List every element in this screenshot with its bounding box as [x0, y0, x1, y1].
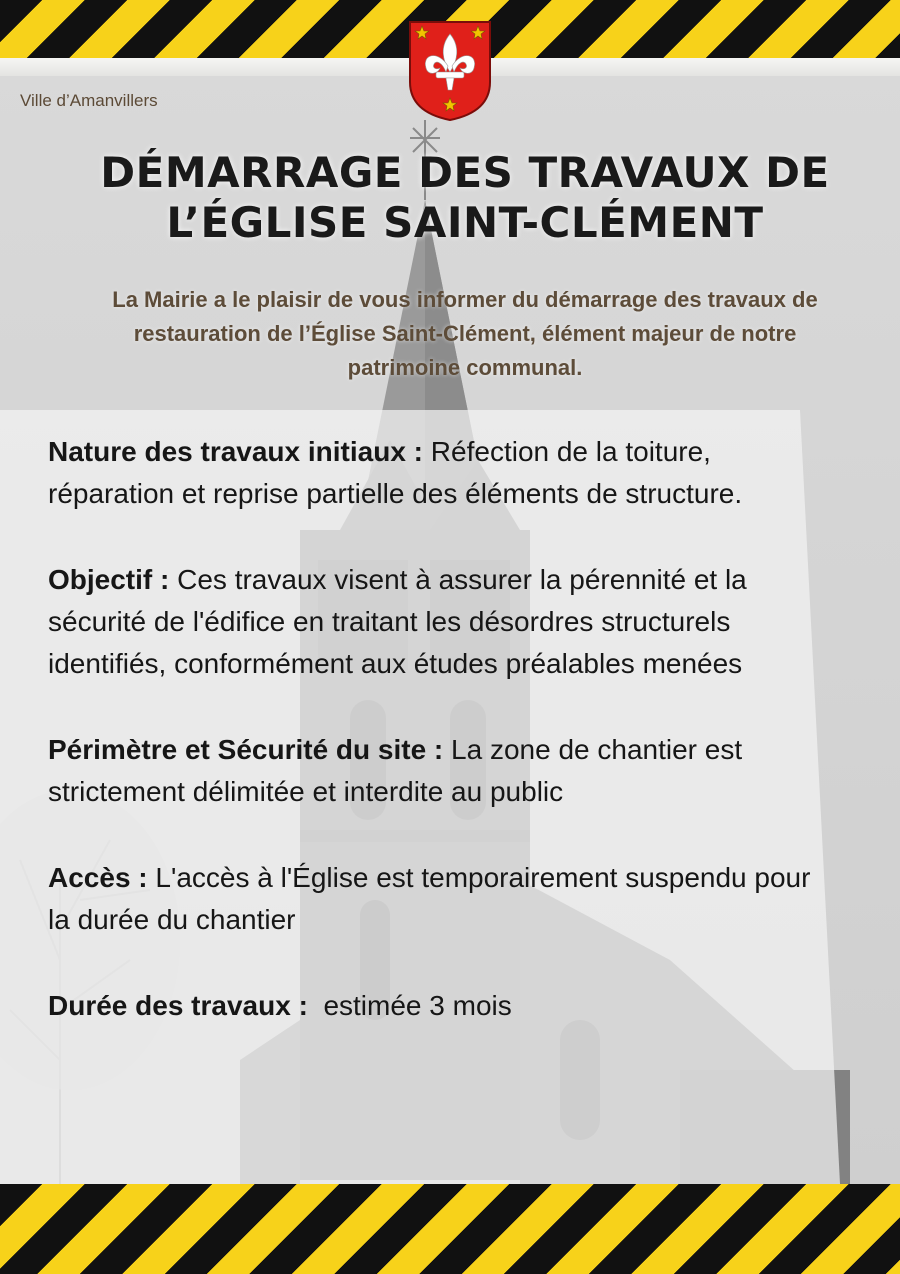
hazard-stripe-bottom: [0, 1184, 900, 1274]
detail-label: Accès :: [48, 862, 148, 893]
detail-text: Ces travaux visent à assurer la pérennité et la sécurité de l'édifice en traitant les désordres structurels identifiés, conformément aux études préalables menées: [48, 564, 747, 679]
detail-text: Réfection de la toiture, réparation et reprise partielle des éléments de structure.: [48, 436, 743, 509]
intro-text: La Mairie a le plaisir de vous informer du démarrage des travaux de restauration de l’Église Saint-Clément, élément majeur de notre patrimoine communal.: [112, 287, 818, 380]
detail-objectif: [48, 559, 818, 685]
detail-duree: [48, 985, 818, 1027]
detail-label: Durée des travaux :: [48, 990, 308, 1021]
detail-acces: [48, 857, 818, 941]
detail-label: Périmètre et Sécurité du site :: [48, 734, 444, 765]
detail-label: Objectif :: [48, 564, 170, 595]
detail-label: Nature des travaux initiaux :: [48, 436, 424, 467]
detail-text: L'accès à l'Église est temporairement suspendu pour la durée du chantier: [48, 862, 811, 935]
works-details: [48, 431, 818, 1027]
page-title: DÉMARRAGE DES TRAVAUX DE L’ÉGLISE SAINT-CLÉMENT: [100, 148, 830, 247]
town-name: Ville d’Amanvillers: [20, 91, 158, 110]
detail-perimetre: [48, 729, 818, 813]
detail-text: estimée 3 mois: [307, 990, 512, 1021]
detail-text: La zone de chantier est strictement délimitée et interdite au public: [48, 734, 743, 807]
detail-nature: [48, 431, 818, 515]
fleur-de-lis-crest-icon: [408, 20, 492, 122]
